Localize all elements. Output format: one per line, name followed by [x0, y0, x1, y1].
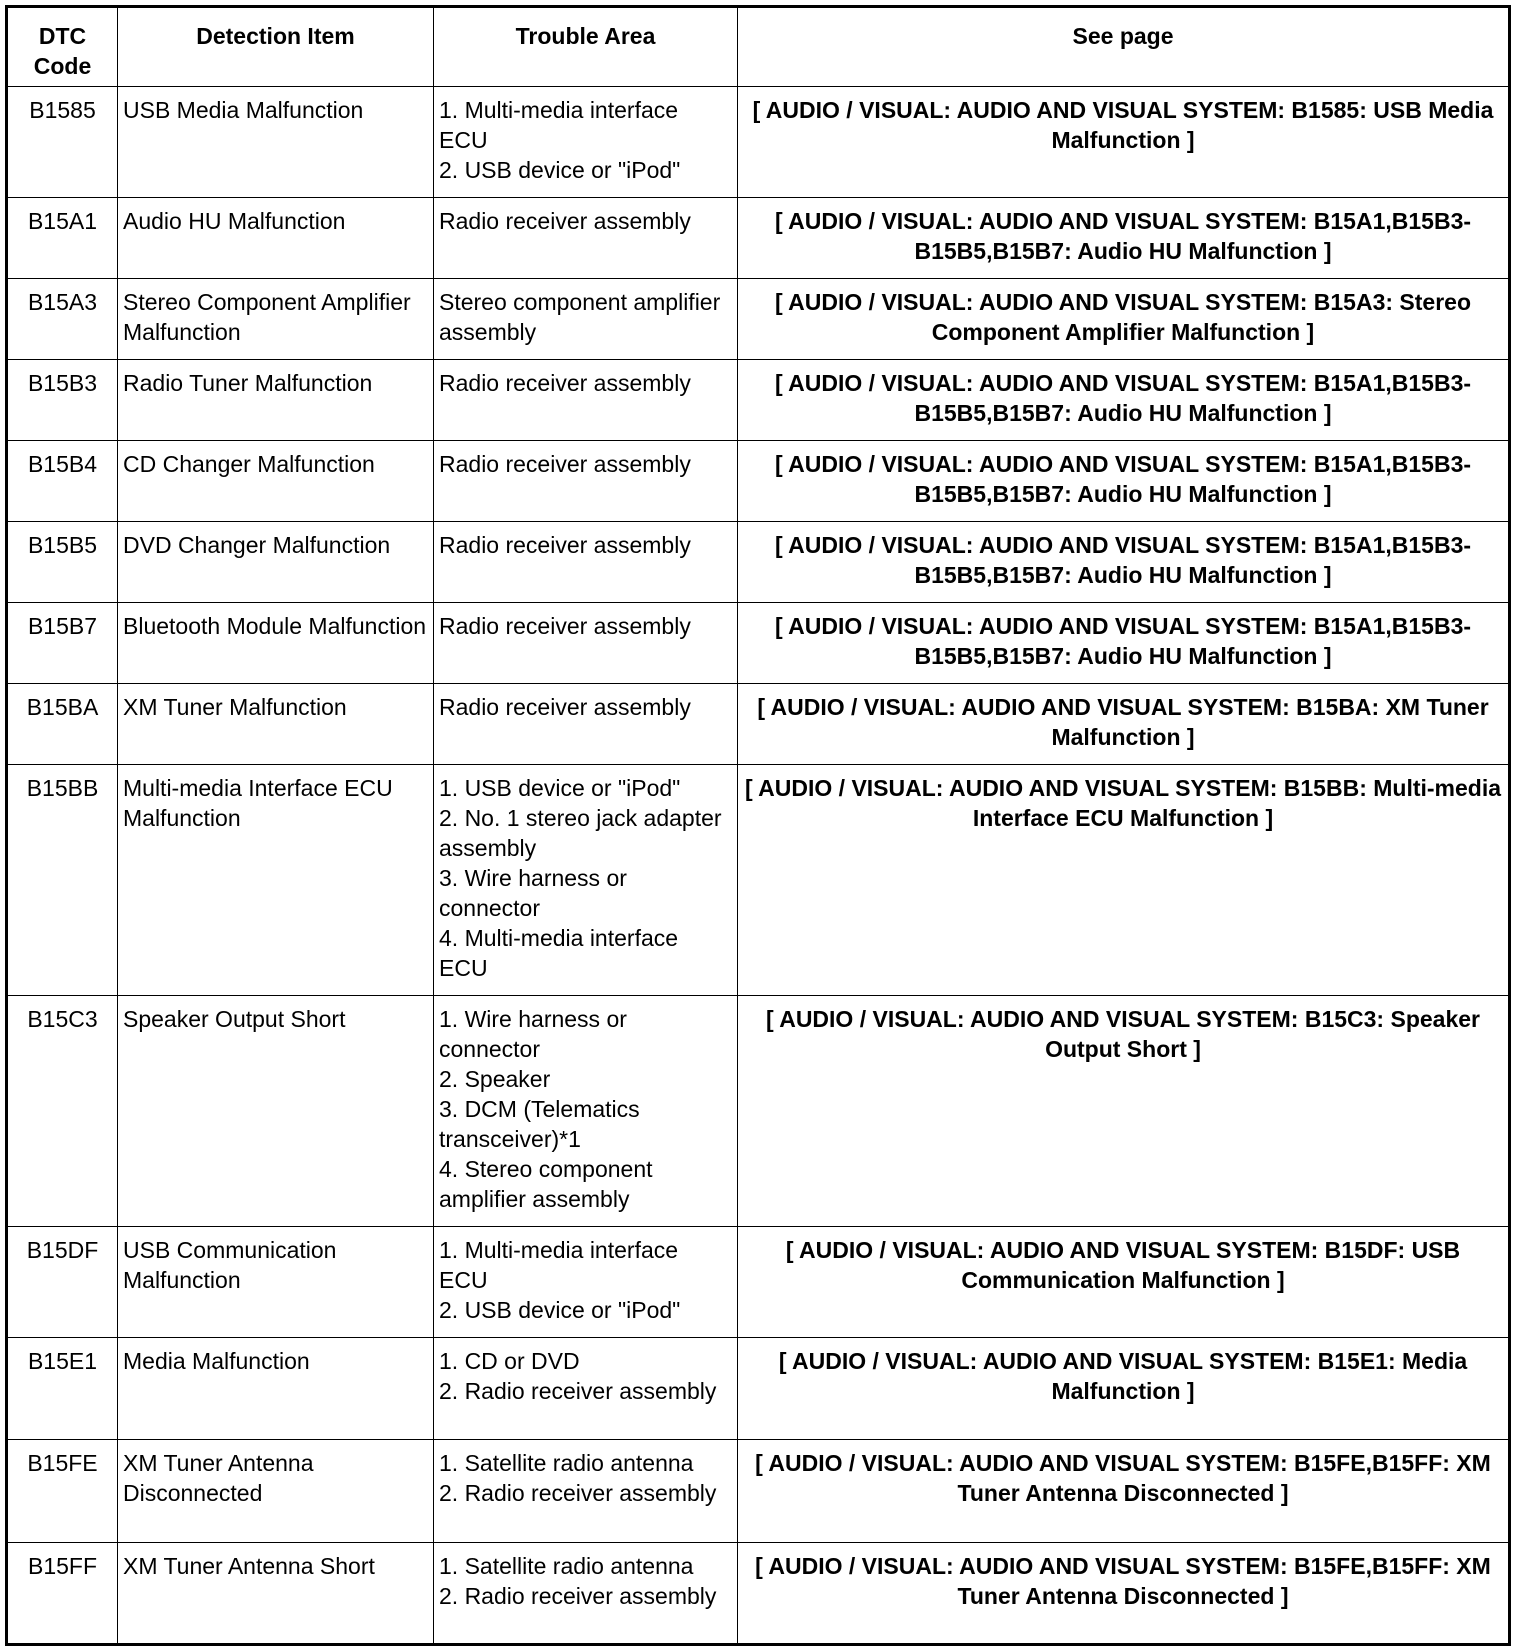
header-detection-item: Detection Item: [118, 7, 434, 87]
header-trouble-area: Trouble Area: [434, 7, 738, 87]
see-page-link[interactable]: [ AUDIO / VISUAL: AUDIO AND VISUAL SYSTEM: B15A1,B15B3-B15B5,B15B7: Audio HU Malfunction ]: [738, 522, 1510, 603]
trouble-area-cell: [434, 1440, 738, 1543]
trouble-area-cell: [434, 765, 738, 996]
header-see-page: See page: [738, 7, 1510, 87]
detection-item-cell: Speaker Output Short: [118, 996, 434, 1227]
trouble-area-line: 1. Satellite radio antenna: [439, 1553, 694, 1579]
table-row: [7, 1338, 1510, 1440]
trouble-area-line: 2. Radio receiver assembly: [439, 1480, 717, 1506]
trouble-area-line: 2. Radio receiver assembly: [439, 1583, 717, 1609]
header-row: [7, 7, 1510, 87]
trouble-area-line: 1. Multi-media interface ECU: [439, 1237, 679, 1293]
detection-item-cell: Bluetooth Module Malfunction: [118, 603, 434, 684]
see-page-link[interactable]: [ AUDIO / VISUAL: AUDIO AND VISUAL SYSTEM: B15A3: Stereo Component Amplifier Malfunction ]: [738, 279, 1510, 360]
dtc-code-cell: B15FF: [7, 1543, 118, 1645]
see-page-link[interactable]: [ AUDIO / VISUAL: AUDIO AND VISUAL SYSTEM: B15FE,B15FF: XM Tuner Antenna Disconnected ]: [738, 1543, 1510, 1645]
table-row: [7, 996, 1510, 1227]
trouble-area-line: 2. USB device or "iPod": [439, 1297, 681, 1323]
trouble-area-line: 1. Wire harness or connector: [439, 1006, 627, 1062]
detection-item-cell: XM Tuner Antenna Short: [118, 1543, 434, 1645]
see-page-link[interactable]: [ AUDIO / VISUAL: AUDIO AND VISUAL SYSTEM: B15A1,B15B3-B15B5,B15B7: Audio HU Malfunction ]: [738, 603, 1510, 684]
table-row: [7, 684, 1510, 765]
dtc-code-cell: B15B5: [7, 522, 118, 603]
table-row: [7, 279, 1510, 360]
dtc-code-cell: B15A1: [7, 198, 118, 279]
trouble-area-cell: [434, 522, 738, 603]
trouble-area-line: 2. No. 1 stereo jack adapter assembly: [439, 805, 722, 861]
trouble-area-cell: [434, 441, 738, 522]
trouble-area-cell: [434, 279, 738, 360]
trouble-area-line: 4. Multi-media interface ECU: [439, 925, 679, 981]
trouble-area-line: Radio receiver assembly: [439, 532, 691, 558]
trouble-area-line: Radio receiver assembly: [439, 613, 691, 639]
dtc-code-cell: B15B7: [7, 603, 118, 684]
detection-item-cell: Stereo Component Amplifier Malfunction: [118, 279, 434, 360]
dtc-code-cell: B15BA: [7, 684, 118, 765]
dtc-code-cell: B15B3: [7, 360, 118, 441]
trouble-area-line: Radio receiver assembly: [439, 370, 691, 396]
table-row: [7, 1440, 1510, 1543]
table-body: [7, 87, 1510, 1645]
dtc-code-cell: B15FE: [7, 1440, 118, 1543]
see-page-link[interactable]: [ AUDIO / VISUAL: AUDIO AND VISUAL SYSTEM: B15BA: XM Tuner Malfunction ]: [738, 684, 1510, 765]
table-row: [7, 198, 1510, 279]
trouble-area-line: Stereo component amplifier assembly: [439, 289, 721, 345]
trouble-area-cell: [434, 603, 738, 684]
detection-item-cell: Media Malfunction: [118, 1338, 434, 1440]
dtc-code-cell: B15C3: [7, 996, 118, 1227]
trouble-area-line: 3. Wire harness or connector: [439, 865, 627, 921]
table-row: [7, 603, 1510, 684]
trouble-area-cell: [434, 996, 738, 1227]
see-page-link[interactable]: [ AUDIO / VISUAL: AUDIO AND VISUAL SYSTEM: B1585: USB Media Malfunction ]: [738, 87, 1510, 198]
dtc-code-cell: B15DF: [7, 1227, 118, 1338]
header-dtc-code: [7, 7, 118, 87]
see-page-link[interactable]: [ AUDIO / VISUAL: AUDIO AND VISUAL SYSTEM: B15E1: Media Malfunction ]: [738, 1338, 1510, 1440]
trouble-area-cell: [434, 360, 738, 441]
see-page-link[interactable]: [ AUDIO / VISUAL: AUDIO AND VISUAL SYSTEM: B15A1,B15B3-B15B5,B15B7: Audio HU Malfunction ]: [738, 198, 1510, 279]
trouble-area-line: Radio receiver assembly: [439, 208, 691, 234]
dtc-code-cell: B15BB: [7, 765, 118, 996]
see-page-link[interactable]: [ AUDIO / VISUAL: AUDIO AND VISUAL SYSTEM: B15DF: USB Communication Malfunction ]: [738, 1227, 1510, 1338]
trouble-area-line: 2. Speaker: [439, 1066, 551, 1092]
detection-item-cell: Radio Tuner Malfunction: [118, 360, 434, 441]
table-row: [7, 87, 1510, 198]
detection-item-cell: XM Tuner Malfunction: [118, 684, 434, 765]
table-row: [7, 765, 1510, 996]
trouble-area-line: 2. Radio receiver assembly: [439, 1378, 717, 1404]
trouble-area-cell: [434, 87, 738, 198]
see-page-link[interactable]: [ AUDIO / VISUAL: AUDIO AND VISUAL SYSTEM: B15A1,B15B3-B15B5,B15B7: Audio HU Malfunction ]: [738, 441, 1510, 522]
dtc-table: [5, 5, 1511, 1646]
trouble-area-line: 1. CD or DVD: [439, 1348, 580, 1374]
detection-item-cell: DVD Changer Malfunction: [118, 522, 434, 603]
table-row: [7, 360, 1510, 441]
table-row: [7, 522, 1510, 603]
trouble-area-line: 2. USB device or "iPod": [439, 157, 681, 183]
trouble-area-line: 4. Stereo component amplifier assembly: [439, 1156, 653, 1212]
trouble-area-line: 1. USB device or "iPod": [439, 775, 681, 801]
trouble-area-line: 1. Multi-media interface ECU: [439, 97, 679, 153]
trouble-area-line: Radio receiver assembly: [439, 451, 691, 477]
see-page-link[interactable]: [ AUDIO / VISUAL: AUDIO AND VISUAL SYSTEM: B15FE,B15FF: XM Tuner Antenna Disconnected ]: [738, 1440, 1510, 1543]
trouble-area-cell: [434, 1338, 738, 1440]
trouble-area-cell: [434, 198, 738, 279]
see-page-link[interactable]: [ AUDIO / VISUAL: AUDIO AND VISUAL SYSTEM: B15A1,B15B3-B15B5,B15B7: Audio HU Malfunction ]: [738, 360, 1510, 441]
detection-item-cell: USB Media Malfunction: [118, 87, 434, 198]
trouble-area-line: 1. Satellite radio antenna: [439, 1450, 694, 1476]
trouble-area-cell: [434, 1543, 738, 1645]
detection-item-cell: Audio HU Malfunction: [118, 198, 434, 279]
detection-item-cell: Multi-media Interface ECU Malfunction: [118, 765, 434, 996]
see-page-link[interactable]: [ AUDIO / VISUAL: AUDIO AND VISUAL SYSTEM: B15BB: Multi-media Interface ECU Malfunction ]: [738, 765, 1510, 996]
table-row: [7, 1543, 1510, 1645]
trouble-area-line: Radio receiver assembly: [439, 694, 691, 720]
table-row: [7, 1227, 1510, 1338]
dtc-code-cell: B1585: [7, 87, 118, 198]
dtc-code-cell: B15B4: [7, 441, 118, 522]
detection-item-cell: XM Tuner Antenna Disconnected: [118, 1440, 434, 1543]
trouble-area-cell: [434, 1227, 738, 1338]
dtc-code-cell: B15A3: [7, 279, 118, 360]
detection-item-cell: CD Changer Malfunction: [118, 441, 434, 522]
trouble-area-cell: [434, 684, 738, 765]
table-row: [7, 441, 1510, 522]
see-page-link[interactable]: [ AUDIO / VISUAL: AUDIO AND VISUAL SYSTEM: B15C3: Speaker Output Short ]: [738, 996, 1510, 1227]
header-dtc-code-text: DTC Code: [33, 23, 92, 79]
detection-item-cell: USB Communication Malfunction: [118, 1227, 434, 1338]
dtc-code-cell: B15E1: [7, 1338, 118, 1440]
trouble-area-line: 3. DCM (Telematics transceiver)*1: [439, 1096, 640, 1152]
